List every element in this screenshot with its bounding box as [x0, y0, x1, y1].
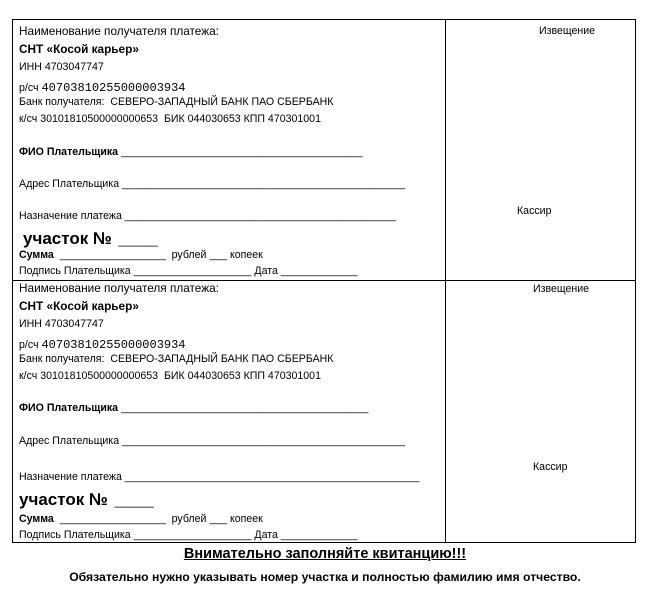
sum-label: Сумма	[19, 513, 54, 525]
sum-line: __________________ рублей ___ копеек	[53, 249, 263, 261]
payer-name-line: _________________________________________	[118, 146, 363, 158]
inn: ИНН 4703047747	[19, 61, 104, 73]
notice-label: Извещение	[533, 283, 590, 295]
account-label: р/сч	[19, 339, 42, 351]
signature-date-field[interactable]: Подпись Плательщика ____________________ Дата _____________	[19, 529, 358, 541]
plot-number-label: участок №	[23, 229, 112, 248]
corr-account: к/сч 30101810500000000653 БИК 044030653 КПП 470301001	[19, 113, 321, 125]
cashier-label: Кассир	[533, 461, 568, 473]
signature-date-field[interactable]: Подпись Плательщика ____________________ Дата _____________	[19, 265, 358, 277]
payment-purpose-field[interactable]: Назначение платежа ______________________________________________	[19, 210, 396, 222]
bank-name: Банк получателя: СЕВЕРО-ЗАПАДНЫЙ БАНК ПАО СБЕРБАНК	[19, 353, 334, 365]
payer-name-label: ФИО Плательщика	[19, 146, 119, 158]
payment-purpose-field[interactable]: Назначение платежа __________________________________________________	[19, 471, 420, 483]
org-name: СНТ «Косой карьер»	[19, 42, 139, 56]
cashier-label: Кассир	[517, 205, 552, 217]
plot-number-field[interactable]	[23, 230, 158, 248]
notice-label: Извещение	[539, 25, 596, 37]
account-row	[19, 79, 186, 95]
account-number: 40703810255000003934	[41, 81, 186, 95]
footer-instruction: Обязательно нужно указывать номер участка и полностью фамилию имя отчество.	[69, 570, 581, 584]
inn: ИНН 4703047747	[19, 318, 104, 330]
payer-name-field[interactable]	[19, 403, 368, 414]
plot-number-field[interactable]	[19, 491, 154, 509]
payer-address-field[interactable]: Адрес Плательщика ________________________________________________	[19, 178, 405, 190]
corr-account: к/сч 30101810500000000653 БИК 044030653 КПП 470301001	[19, 370, 321, 382]
payer-address-field[interactable]: Адрес Плательщика ________________________________________________	[19, 435, 405, 447]
payer-name-label: ФИО Плательщика	[19, 402, 119, 414]
plot-number-label: участок №	[19, 490, 108, 509]
sum-field[interactable]	[19, 514, 263, 525]
plot-number-line: ______	[111, 233, 158, 247]
org-name: СНТ «Косой карьер»	[19, 299, 139, 313]
payer-name-line: __________________________________________	[118, 402, 369, 414]
recipient-heading: Наименование получателя платежа:	[19, 281, 219, 295]
account-number: 40703810255000003934	[41, 338, 186, 352]
footer-warning: Внимательно заполняйте квитанцию!!!	[183, 546, 467, 562]
plot-number-line: ______	[107, 494, 154, 508]
sum-field[interactable]	[19, 250, 263, 261]
account-row	[19, 336, 186, 352]
sum-line: __________________ рублей ___ копеек	[53, 513, 263, 525]
payer-name-field[interactable]	[19, 147, 363, 158]
sum-label: Сумма	[19, 249, 54, 261]
column-divider	[445, 20, 446, 542]
bank-name: Банк получателя: СЕВЕРО-ЗАПАДНЫЙ БАНК ПАО СБЕРБАНК	[19, 96, 334, 108]
recipient-heading: Наименование получателя платежа:	[19, 24, 219, 38]
account-label: р/сч	[19, 82, 42, 94]
payment-form	[12, 19, 636, 543]
